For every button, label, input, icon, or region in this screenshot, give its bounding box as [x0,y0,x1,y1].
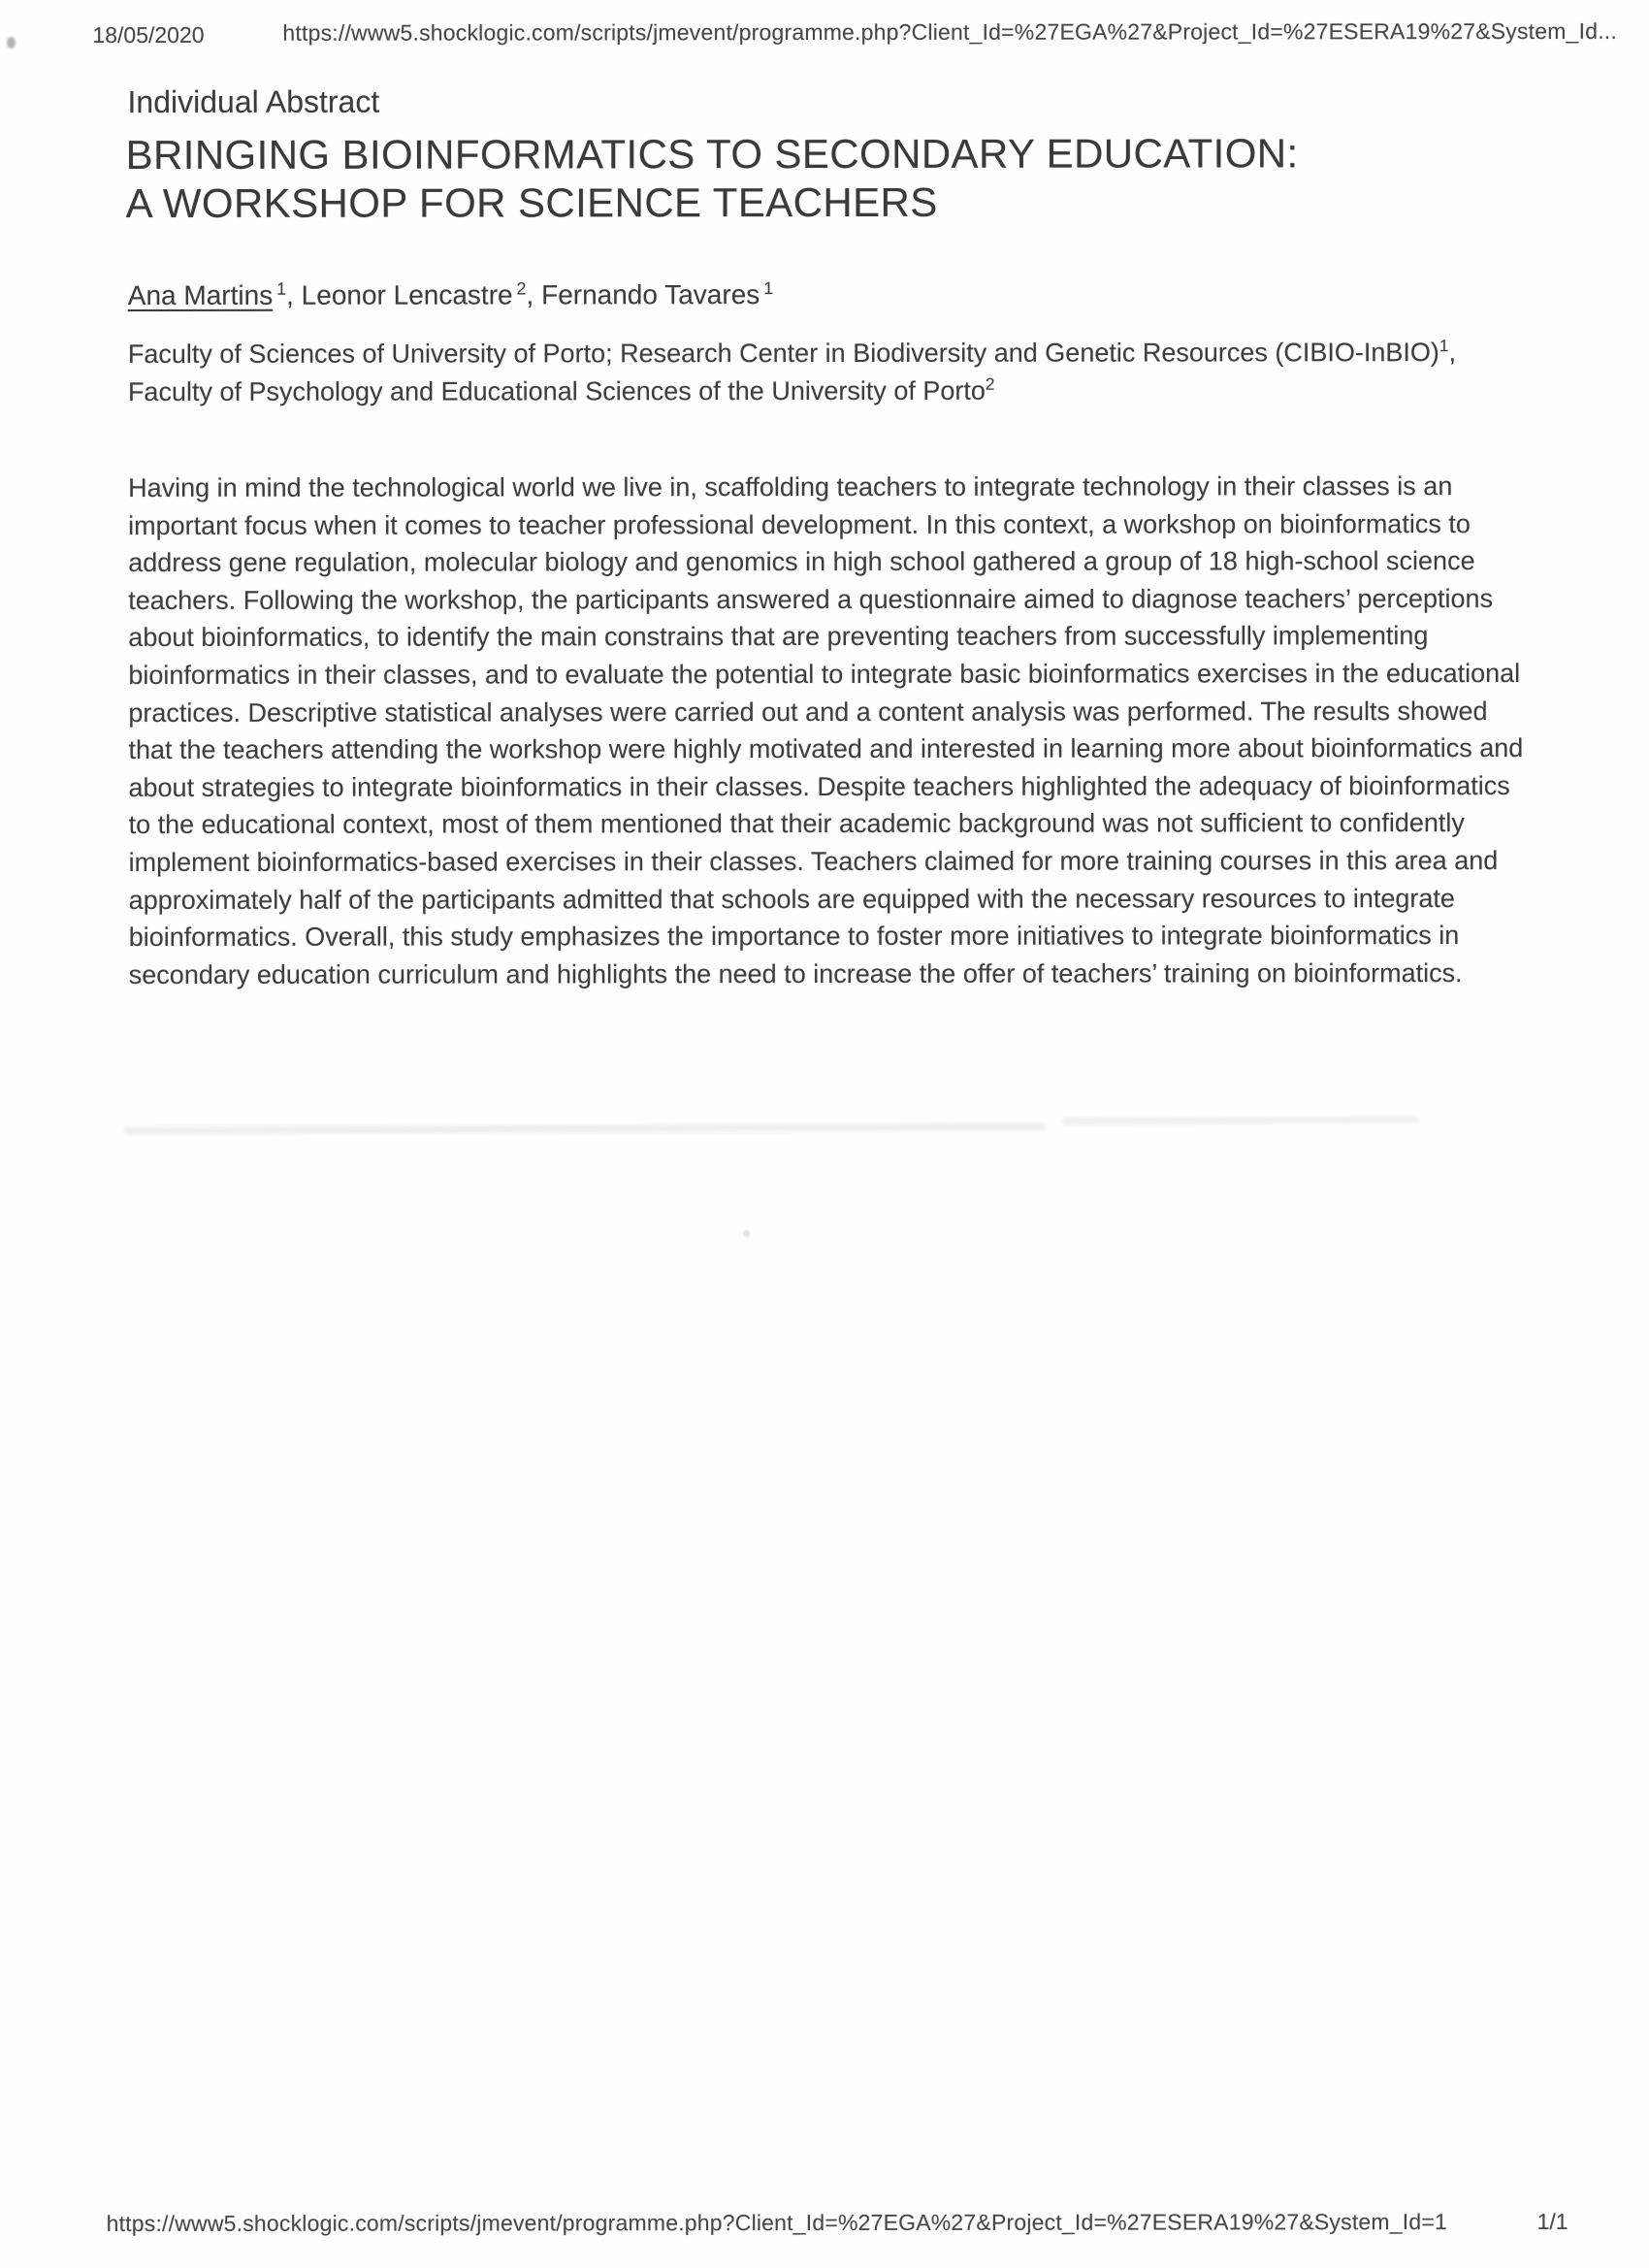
abstract-title-line1: BRINGING BIOINFORMATICS TO SECONDARY EDUCATION: [125,130,1299,178]
print-header-url: https://www5.shocklogic.com/scripts/jmevent/programme.php?Client_Id=%27EGA%27&Project_Id=%27ESERA19%27&System_Id... [282,17,1617,46]
author-superscript: 1 [276,278,287,299]
affiliation [128,334,1530,411]
affiliation-part1: Faculty of Sciences of University of Porto; Research Center in Biodiversity and Genetic Resources (CIBIO-InBIO) [127,338,1439,370]
author-superscript: 2 [516,278,527,299]
abstract-body-text: Having in mind the technological world we live in, scaffolding teachers to integrate technology in their classes is an important focus when it comes to teacher professional development. In this context, a workshop on bioinformatics to address gene regulation, molecular biology and genomics in high school gathered a group of 18 high-school science teachers. Following the workshop, the participants answered a questionnaire aimed to diagnose teachers’ perceptions about bioinformatics, to identify the main constrains that are preventing teachers from successfully implementing bioinformatics in their classes, and to evaluate the potential to integrate basic bioinformatics exercises in the educational practices. Descriptive statistical analyses were carried out and a content analysis was performed. The results showed that the teachers attending the workshop were highly motivated and interested in learning more about bioinformatics and about strategies to integrate bioinformatics in their classes. Despite teachers highlighted the adequacy of bioinformatics to the educational context, most of them mentioned that their academic background was not sufficient to confidently implement bioinformatics-based exercises in their classes. Teachers claimed for more training courses in this area and approximately half of the participants admitted that schools are equipped with the necessary resources to integrate bioinformatics. Overall, this study emphasizes the importance to foster more initiatives to integrate bioinformatics in secondary education curriculum and highlights the need to increase the offer of teachers’ training on bioinformatics. [128,471,1524,989]
author-name: Fernando Tavares [541,279,760,310]
abstract-title [126,129,1299,228]
print-header-date: 18/05/2020 [92,21,205,49]
author-name: Leonor Lencastre [301,279,513,310]
print-footer-url: https://www5.shocklogic.com/scripts/jmevent/programme.php?Client_Id=%27EGA%27&Project_Id=%27ESERA19%27&System_Id=1 [106,2209,1447,2237]
author-superscript: 1 [763,277,774,298]
affiliation-part2: , Faculty of Psychology and Educational Sciences of the University of Porto [127,338,1457,407]
abstract-title-line2: A WORKSHOP FOR SCIENCE TEACHERS [125,178,938,227]
section-label: Individual Abstract [127,83,380,120]
affiliation-superscript: 1 [1439,336,1449,356]
author-name-presenting: Ana Martins [127,279,274,311]
page-number: 1/1 [1536,2208,1568,2234]
author-separator: , [286,279,302,310]
affiliation-superscript: 2 [985,373,995,394]
author-separator: , [526,279,542,310]
authors-line [128,279,773,311]
